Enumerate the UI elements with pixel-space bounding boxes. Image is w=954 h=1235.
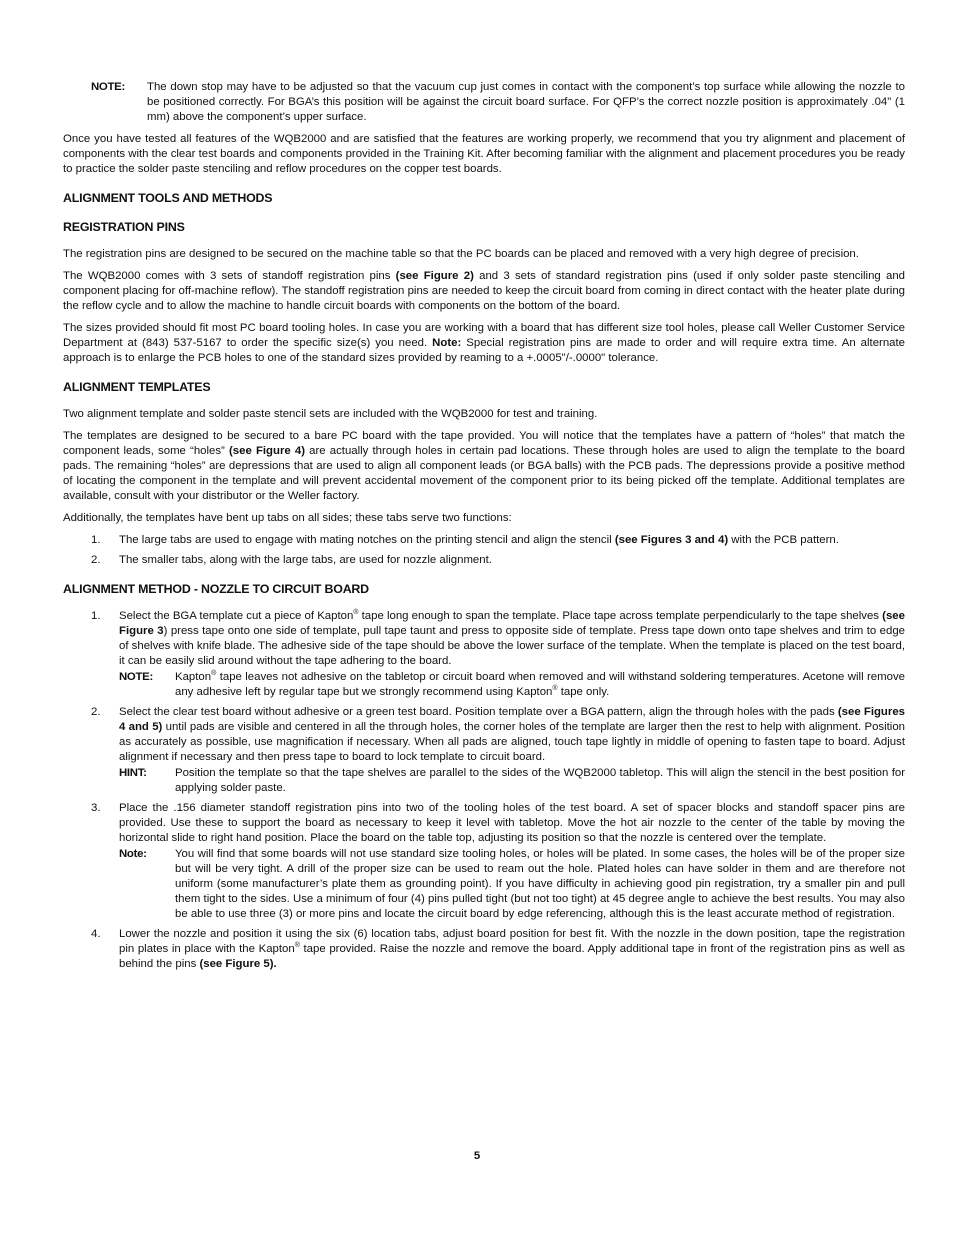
text-run: ) press tape onto one side of template, pull tape taunt and press to opposite side of template. Press tape down onto tape shelves and trim to edge of shelves with knife blade. The adhesive side of the tape should be above the lower surface of the template. When the template is placed on the test board, it can be easily slid around without the tape adhering to the board. [119,625,906,667]
step-number: 3. [91,802,101,814]
heading-alignment-tools: ALIGNMENT TOOLS AND METHODS [63,191,273,205]
top-note [91,80,905,125]
note-text: The down stop may have to be adjusted so that the vacuum cup just comes in contact with the component’s top surface while allowing the nozzle to be positioned correctly. For BGA’s this position will be against the circuit board surface. For QFP’s the correct nozzle position is approximately .04" (1 mm) above the component’s upper surface. [147,81,905,123]
step-item [63,609,905,700]
registration-pins-paragraph-1: The registration pins are designed to be secured on the machine table so that the PC boards can be placed and removed with a very high degree of precision. [63,248,859,260]
list-item [63,533,905,548]
step-text [119,705,905,765]
note-text [175,670,905,700]
text-run: The WQB2000 comes with 3 sets of standoff registration pins [63,270,396,282]
note-label: NOTE: [119,671,153,683]
step-number: 2. [91,706,101,718]
registered-mark: ® [294,942,300,950]
text-run: until pads are visible and centered in all the through holes, the corner holes of the template are larger then the rest to help with alignment. Position as accurately as possible, use magnification if necessary. When all pads are aligned, touch tape lightly in middle of opening to fasten tape to board. Adjust alignment if necessary and then press tape to board to lock template to circuit board. [119,721,906,763]
registration-pins-paragraph-2 [63,269,905,314]
text-run: Special registration pins are made to order and will require extra time. An alternate approach is to enlarge the PCB holes to one of the standard sizes provided by reaming to a +.0005"/-.0000" tolerance. [63,337,905,364]
step-note [119,847,905,922]
note-label: NOTE: [91,81,125,93]
figure-reference: (see Figure 3 [119,610,905,637]
step-text [119,609,905,669]
text-run: The templates are designed to be secured to a bare PC board with the tape provided. You will notice that the templates have a pattern of “holes” that match the component leads, some “holes” [63,430,905,457]
list-number: 2. [91,554,101,566]
step-item [63,801,905,922]
figure-reference: (see Figures 3 and 4) [614,534,729,546]
text-run: Kapton [175,671,212,683]
text-run: tape only. [557,686,610,698]
templates-paragraph-3: Additionally, the templates have bent up tabs on all sides; these tabs serve two functions: [63,512,512,524]
registered-mark: ® [353,609,359,617]
step-body [119,927,905,972]
figure-reference: (see Figure 2) [395,270,474,282]
text-run: Select the clear test board without adhesive or a green test board. Position template over a BGA pattern, align the through holes with the pads [119,706,838,718]
figure-reference: (see Figure 5). [199,958,277,970]
step-item [63,705,905,796]
figure-reference: (see Figure 4) [229,445,306,457]
page-content [63,80,905,978]
step-text: Place the .156 diameter standoff registration pins into two of the tooling holes of the test board. A set of spacer blocks and standoff spacer pins are provided. Use these to support the board as necessary to keep it level with tabletop. Move the hot air nozzle to the center of the table by moving the horizontal slide to right hand position. Place the board on the table top, adjusting its position so that the nozzle is centered over the template. [119,802,905,844]
step-item [63,927,905,972]
text-run: and 3 sets of standard registration pins (used if only solder paste stenciling and component placing for off-machine reflow). The standoff registration pins are needed to keep the circuit board from coming in direct contact with the heater plate during the reflow cycle and to allow the machine to handle circuit boards with components on the bottom of the board. [63,270,906,312]
text-run: The sizes provided should fit most PC board tooling holes. In case you are working with a board that has different size tool holes, please call Weller Customer Service Department at (843) 537-5167 to order the specific size(s) you need. [63,322,905,349]
step-text [119,927,905,972]
alignment-steps-list [63,609,905,972]
templates-paragraph-2 [63,429,905,504]
intro-paragraph: Once you have tested all features of the WQB2000 and are satisfied that the features are working properly, we recommend that you try alignment and placement of components with the clear test boards and components provided in the Training Kit. After becoming familiar with the alignment and placement procedures you be ready to practice the solder paste stenciling and reflow procedures on the copper test boards. [63,133,905,175]
inline-note-label: Note: [432,337,462,349]
figure-reference: (see Figures 4 and 5) [119,706,905,733]
text-run: Select the BGA template cut a piece of Kapton [119,610,354,622]
step-note [119,670,905,700]
list-item-text [119,533,905,548]
note-label: Note: [119,848,147,860]
step-hint [119,766,905,796]
list-item-text [119,553,905,568]
list-item [63,553,905,568]
tab-functions-list [63,533,905,568]
hint-label: HINT: [119,767,147,779]
step-body [119,609,905,700]
hint-text: Position the template so that the tape shelves are parallel to the sides of the WQB2000 tabletop. This will align the stencil in the best position for applying solder paste. [175,767,905,794]
list-number: 1. [91,534,101,546]
heading-alignment-templates: ALIGNMENT TEMPLATES [63,380,211,394]
step-body [119,801,905,922]
text-run: with the PCB pattern. [728,534,839,546]
text-run: The smaller tabs, along with the large tabs, are used for nozzle alignment. [119,554,492,566]
step-body [119,705,905,796]
registered-mark: ® [552,685,558,693]
heading-alignment-method: ALIGNMENT METHOD - NOZZLE TO CIRCUIT BOARD [63,582,369,596]
registered-mark: ® [211,670,217,678]
text-run: are actually through holes in certain pad locations. These through holes are used to align the template to the board pads. The remaining “holes” are depressions that are used to align all component leads (or BGA balls) with the PCB pads. The depressions provide a positive method of locating the component in the template and will prevent accidental movement of the component prior to its being picked off the template. Additional templates are available, consult with your distributor or the Weller factory. [63,445,905,502]
page-number: 5 [473,1150,481,1162]
text-run: The large tabs are used to engage with mating notches on the printing stencil and align the stencil [119,534,615,546]
text-run: Lower the nozzle and position it using the six (6) location tabs, adjust board position for best fit. With the nozzle in the down position, tape the registration pin plates in place with the Kapton [119,928,905,955]
step-number: 4. [91,928,101,940]
text-run: tape leaves not adhesive on the tabletop or circuit board when removed and will withstand soldering temperatures. Acetone will remove any adhesive left by regular tape but we strongly recommend using Kapton [175,671,905,698]
step-number: 1. [91,610,101,622]
templates-paragraph-1: Two alignment template and solder paste stencil sets are included with the WQB2000 for test and training. [63,408,598,420]
text-run: tape long enough to span the template. Place tape across template perpendicularly to the tape shelves [358,610,883,622]
registration-pins-paragraph-3 [63,321,905,366]
note-text: You will find that some boards will not use standard size tooling holes, or holes will be plated. In some cases, the holes will be of the proper size but will be very tight. A drill of the proper size can be used to ream out the hole. Plated holes can have solder in them and are therefore not uniform (some manufacturer’s plate them as grounding point). If you have difficulty in achieving good pin registration, try a smaller pin and pull them tight to the sides. Use a minimum of four (4) pins pulled tight (but not too tight) at 45 degree angle to achieve the best results. You may also be able to use three (3) or more pins and locate the circuit board by edge referencing, although this is the least accurate method of registration. [175,848,905,920]
text-run: tape provided. Raise the nozzle and remove the board. Apply additional tape in front of the registration pins as well as behind the pins [119,943,905,970]
heading-registration-pins: REGISTRATION PINS [63,220,185,234]
